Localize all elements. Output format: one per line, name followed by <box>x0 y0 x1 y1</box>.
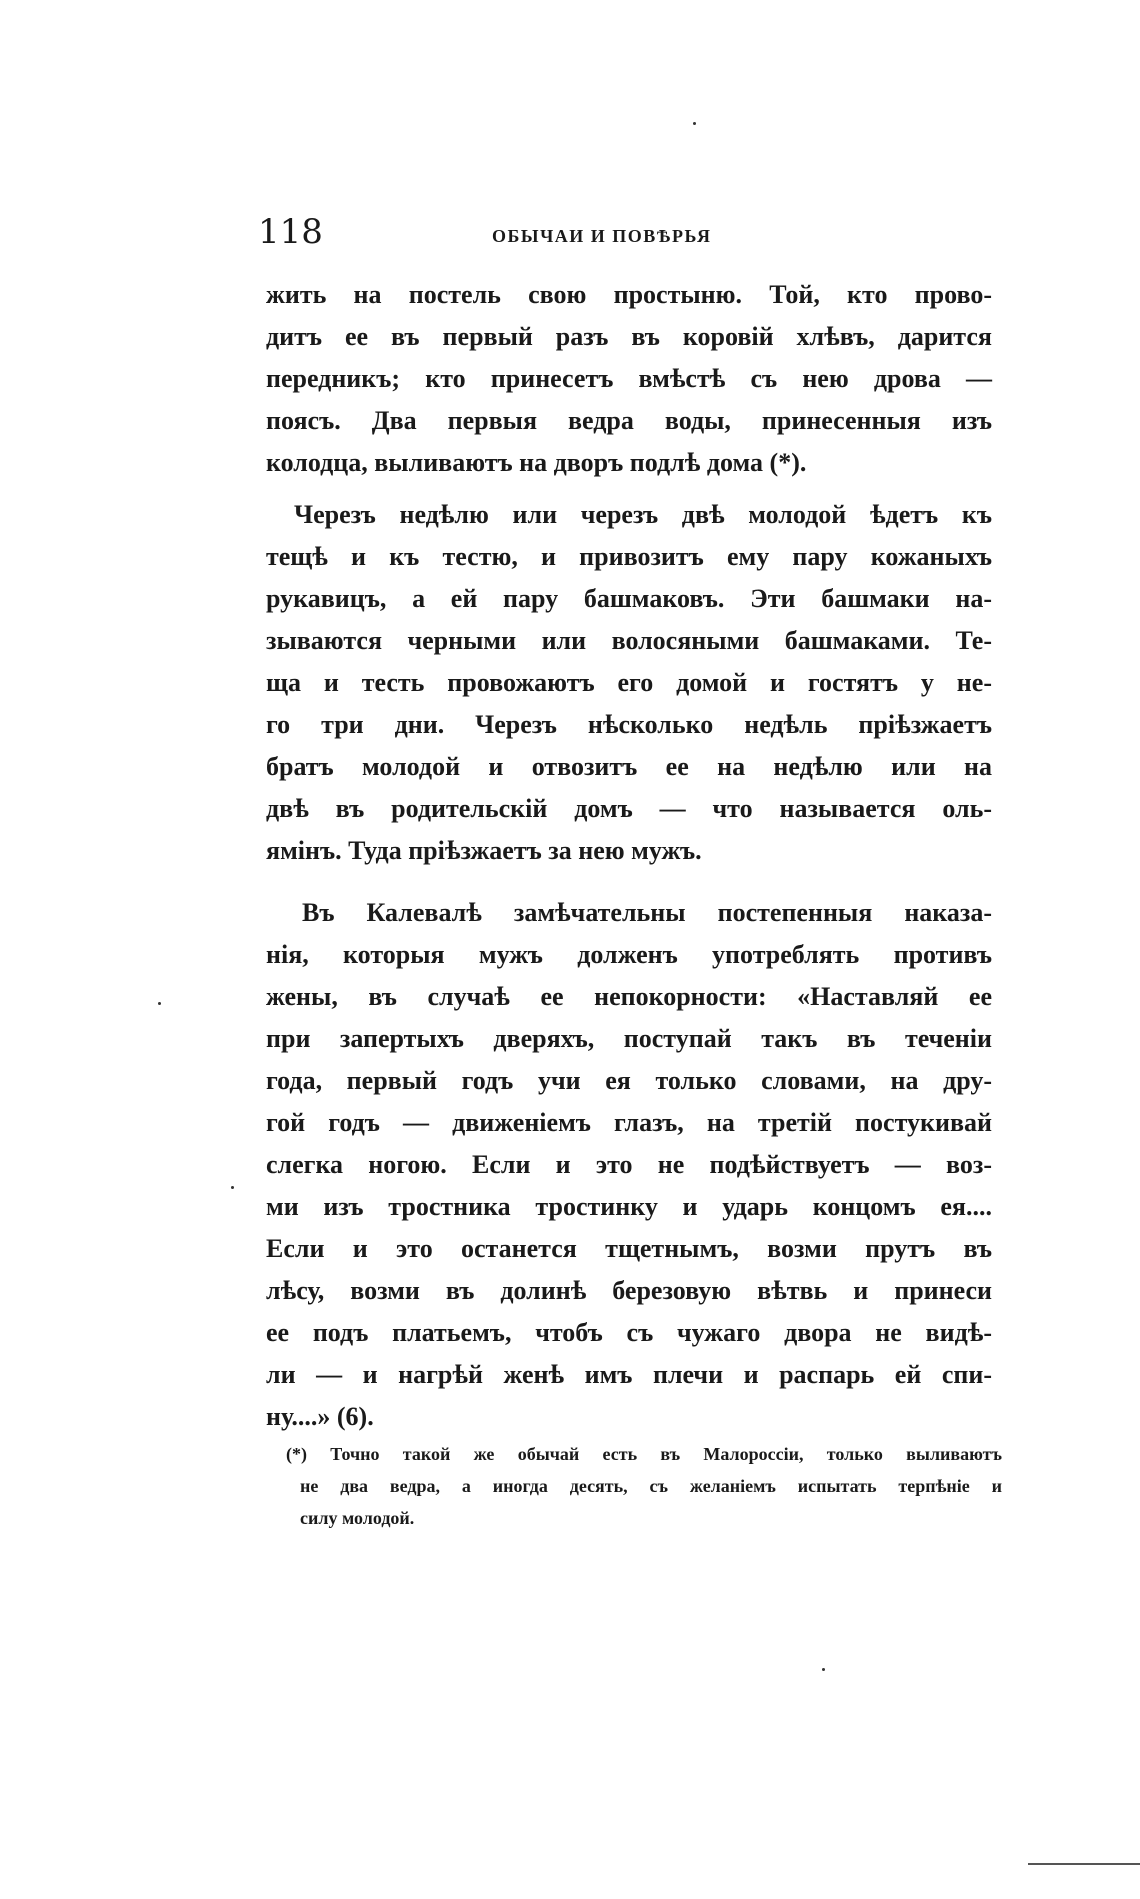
scan-speck <box>822 1668 825 1671</box>
text-line: ну....» (6). <box>266 1402 374 1431</box>
scan-speck <box>231 1186 234 1189</box>
paragraph-1 <box>266 274 992 484</box>
text-line: гой годъ — движеніемъ глазъ, на третій постукивай <box>266 1108 992 1137</box>
edge-rule <box>1028 1863 1140 1865</box>
text-line: братъ молодой и отвозитъ ее на недѣлю или на <box>266 752 992 781</box>
body-text <box>266 274 992 1438</box>
footnote-line: силу молодой. <box>300 1508 415 1528</box>
page-header <box>258 212 1010 262</box>
text-line: ямінъ. Туда пріѣзжаетъ за нею мужъ. <box>266 836 702 865</box>
footnote-line: не два ведра, а иногда десять, съ желаніемъ испытать терпѣніе и <box>300 1476 1002 1496</box>
text-line: дитъ ее въ первый разъ въ коровій хлѣвъ, дарится <box>266 322 992 351</box>
text-line: ща и тесть провожаютъ его домой и гостятъ у не- <box>266 668 992 697</box>
running-head: ОБЫЧАИ И ПОВѢРЬЯ <box>492 226 712 246</box>
text-line: нія, которыя мужъ долженъ употреблять противъ <box>266 940 992 969</box>
text-line: колодца, выливаютъ на дворъ подлѣ дома (*). <box>266 448 807 477</box>
text-line: Въ Калевалѣ замѣчательны постепенныя наказа- <box>302 898 992 927</box>
footnote-line: (*) Точно такой же обычай есть въ Малороссіи, только выливаютъ <box>286 1444 1002 1464</box>
text-line: ми изъ тростника тростинку и ударь концомъ ея.... <box>266 1192 992 1221</box>
text-line: жены, въ случаѣ ее непокорности: «Наставляй ее <box>266 982 992 1011</box>
text-line: поясъ. Два первыя ведра воды, принесенныя изъ <box>266 406 992 435</box>
footnote <box>286 1438 1002 1534</box>
text-line: ее подъ платьемъ, чтобъ съ чужаго двора не видѣ- <box>266 1318 992 1347</box>
text-line: рукавицъ, а ей пару башмаковъ. Эти башмаки на- <box>266 584 992 613</box>
text-line: тещѣ и къ тестю, и привозитъ ему пару кожаныхъ <box>266 542 992 571</box>
text-line: слегка ногою. Если и это не подѣйствуетъ — воз- <box>266 1150 992 1179</box>
text-line: зываются черными или волосяными башмаками. Те- <box>266 626 992 655</box>
scan-speck <box>693 122 696 125</box>
text-line: го три дни. Черезъ нѣсколько недѣль пріѣзжаетъ <box>266 710 992 739</box>
text-line: жить на постель свою простыню. Той, кто прово- <box>266 280 992 309</box>
text-line: двѣ въ родительскій домъ — что называется оль- <box>266 794 992 823</box>
text-line: Если и это останется тщетнымъ, возми прутъ въ <box>266 1234 992 1263</box>
text-line: Черезъ недѣлю или черезъ двѣ молодой ѣдетъ къ <box>294 500 992 529</box>
text-line: лѣсу, возми въ долинѣ березовую вѣтвь и принеси <box>266 1276 992 1305</box>
page-number: 118 <box>258 212 323 252</box>
scan-speck <box>158 1002 161 1005</box>
text-line: при запертыхъ дверяхъ, поступай такъ въ теченіи <box>266 1024 992 1053</box>
paragraph-3 <box>266 892 992 1438</box>
text-line: года, первый годъ учи ея только словами, на дру- <box>266 1066 992 1095</box>
text-line: передникъ; кто принесетъ вмѣстѣ съ нею дрова — <box>266 364 992 393</box>
paragraph-2 <box>266 494 992 872</box>
text-line: ли — и нагрѣй женѣ имъ плечи и распарь ей спи- <box>266 1360 992 1389</box>
